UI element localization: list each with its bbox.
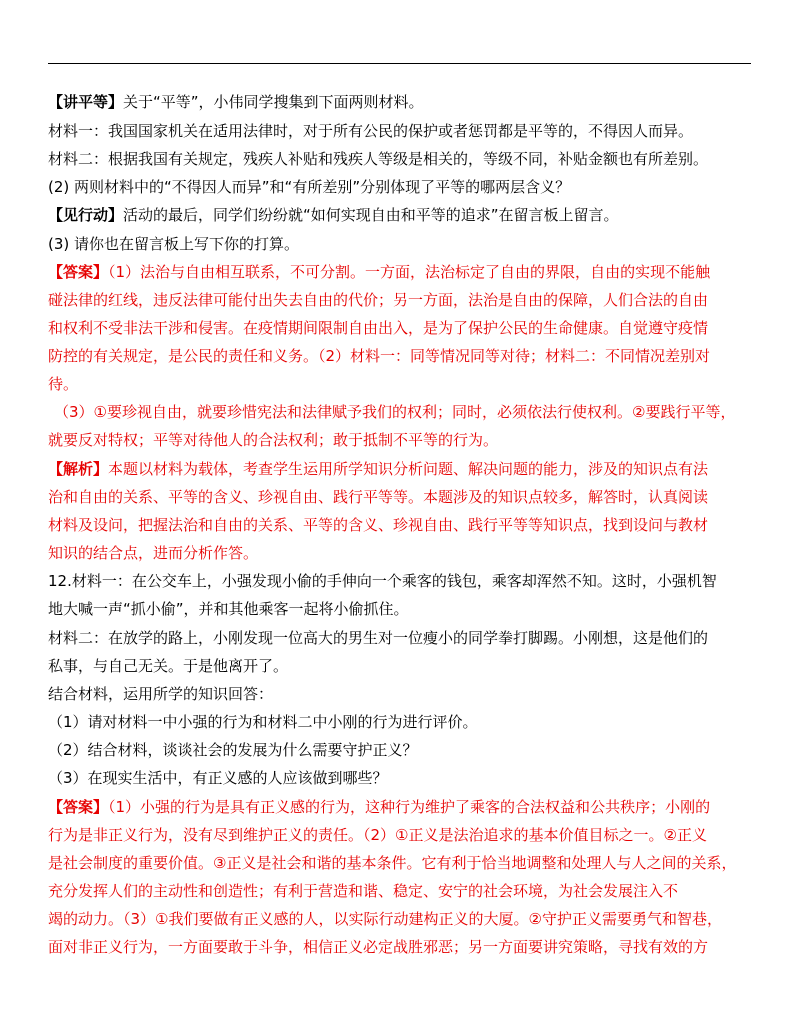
text-line (48, 177, 570, 197)
text-line (48, 318, 708, 338)
text-line (48, 92, 424, 112)
text-line (48, 853, 736, 873)
line-text: （2）结合材料，谈谈社会的发展为什么需要守护正义？ (48, 741, 418, 759)
text-line (48, 205, 619, 225)
line-text: 材料一：我国国家机关在适用法律时，对于所有公民的保护或者惩罚都是平等的，不得因人而异。 (48, 122, 694, 140)
line-text: (2) 两则材料中的“不得因人而异”和“有所差别”分别体现了平等的哪两层含义？ (48, 178, 571, 196)
text-line (48, 656, 288, 676)
section-tag: 【见行动】 (48, 206, 124, 224)
text-line (48, 740, 418, 760)
text-line (48, 262, 710, 282)
line-text: 充分发挥人们的主动性和创造性；有利于营造和谐、稳定、安宁的社会环境，为社会发展注入不 (48, 882, 679, 900)
line-text: （3）①要珍视自由，就要珍惜宪法和法律赋予我们的权利；同时，必须依法行使权利。②要践行平等， (54, 403, 736, 421)
text-line (48, 346, 710, 366)
line-text: (3) 请你也在留言板上写下你的打算。 (48, 235, 300, 253)
line-text: 材料二：根据我国有关规定，残疾人补贴和残疾人等级是相关的，等级不同，补贴金额也有所差别。 (48, 150, 709, 168)
text-line (48, 430, 498, 450)
line-text: 面对非正义行为，一方面要敢于斗争，相信正义必定战胜邪恶；另一方面要讲究策略，寻找有效的方 (48, 938, 709, 956)
line-text: （3）在现实生活中，有正义感的人应该做到哪些？ (48, 769, 388, 787)
line-text: 就要反对特权；平等对待他人的合法权利；敢于抵制不平等的行为。 (48, 431, 499, 449)
text-line (48, 628, 708, 648)
line-text: 防控的有关规定，是公民的责任和义务。（2）材料一：同等情况同等对待；材料二：不同情况差别对 (48, 347, 711, 365)
line-text: 私事，与自己无关。于是他离开了。 (48, 657, 289, 675)
section-tag: 【解析】 (48, 460, 109, 478)
text-line (48, 487, 708, 507)
header-rule (48, 63, 751, 64)
line-text: 治和自由的关系、平等的含义、珍视自由、践行平等等。本题涉及的知识点较多，解答时，认真阅读 (48, 488, 709, 506)
text-line (48, 599, 409, 619)
line-text: 12.材料一：在公交车上，小强发现小偷的手伸向一个乘客的钱包，乘客却浑然不知。这时，小强机智 (48, 572, 717, 590)
line-text: 关于“平等”，小伟同学搜集到下面两则材料。 (123, 93, 424, 111)
text-line (48, 374, 78, 394)
text-line (48, 515, 708, 535)
line-text: （1）请对材料一中小强的行为和材料二中小刚的行为进行评价。 (48, 713, 478, 731)
line-text: 活动的最后，同学们纷纷就“如何实现自由和平等的追求”在留言板上留言。 (123, 206, 619, 224)
text-line (48, 768, 388, 788)
line-text: 碰法律的红线，违反法律可能付出失去自由的代价；另一方面，法治是自由的保障，人们合法的自由 (48, 291, 709, 309)
text-line (48, 825, 707, 845)
line-text: 行为是非正义行为，没有尽到维护正义的责任。（2）①正义是法治追求的基本价值目标之一。②正义 (48, 826, 707, 844)
line-text: 结合材料，运用所学的知识回答： (48, 685, 274, 703)
text-line (48, 571, 717, 591)
text-line (48, 937, 708, 957)
text-line (54, 402, 735, 422)
line-text: 地大喊一声“抓小偷”，并和其他乘客一起将小偷抓住。 (48, 600, 409, 618)
line-text: 是社会制度的重要价值。③正义是社会和谐的基本条件。它有利于恰当地调整和处理人与人之间的关系， (48, 854, 737, 872)
text-line (48, 797, 710, 817)
text-line (48, 459, 708, 479)
text-line (48, 121, 693, 141)
line-text: （1）小强的行为是具有正义感的行为，这种行为维护了乘客的合法权益和公共秩序；小刚的 (108, 798, 711, 816)
line-text: 本题以材料为载体，考查学生运用所学知识分析问题、解决问题的能力，涉及的知识点有法 (108, 460, 709, 478)
text-line (48, 909, 722, 929)
line-text: 和权利不受非法干涉和侵害。在疫情期间限制自由出入，是为了保护公民的生命健康。自觉遵守疫情 (48, 319, 709, 337)
text-line (48, 234, 299, 254)
section-tag: 【答案】 (48, 798, 109, 816)
text-line (48, 290, 708, 310)
text-line (48, 684, 273, 704)
line-text: 竭的动力。（3）①我们要做有正义感的人，以实际行动建构正义的大厦。②守护正义需要勇气和智巷， (48, 910, 722, 928)
text-line (48, 149, 708, 169)
text-line (48, 881, 678, 901)
text-line (48, 543, 258, 563)
section-tag: 【讲平等】 (48, 93, 124, 111)
line-text: 待。 (48, 375, 79, 393)
line-text: 材料二：在放学的路上，小刚发现一位高大的男生对一位瘦小的同学拳打脚踢。小刚想，这是他们的 (48, 629, 709, 647)
line-text: （1）法治与自由相互联系，不可分割。一方面，法治标定了自由的界限，自由的实现不能触 (108, 263, 711, 281)
text-line (48, 712, 478, 732)
line-text: 材料及设问，把握法治和自由的关系、平等的含义、珍视自由、践行平等等知识点，找到设问与教材 (48, 516, 709, 534)
section-tag: 【答案】 (48, 263, 109, 281)
line-text: 知识的结合点，进而分析作答。 (48, 544, 259, 562)
